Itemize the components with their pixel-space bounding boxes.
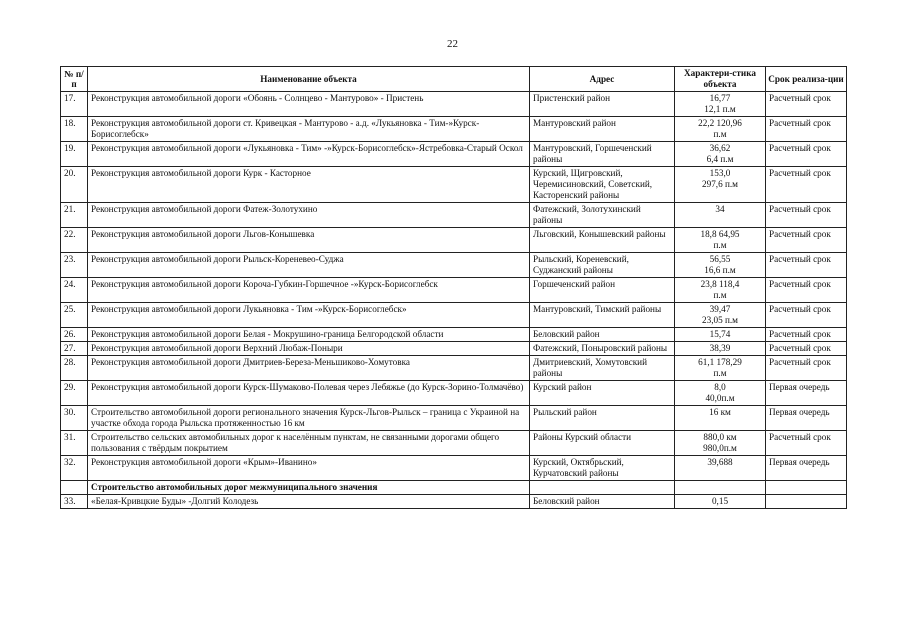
- row-num: 31.: [61, 431, 88, 456]
- row-num: 24.: [61, 278, 88, 303]
- header-name: Наименование объекта: [88, 67, 530, 92]
- row-name: Реконструкция автомобильной дороги Дмитриев-Береза-Меньшиково-Хомутовка: [88, 356, 530, 381]
- row-num: 21.: [61, 203, 88, 228]
- row-term: Первая очередь: [766, 456, 847, 481]
- row-characteristics: 15,74: [675, 328, 766, 342]
- table-row: [61, 167, 847, 203]
- row-num: 28.: [61, 356, 88, 381]
- row-characteristics: 18,8 64,95 п.м: [675, 228, 766, 253]
- row-term: Расчетный срок: [766, 356, 847, 381]
- table-row: [61, 228, 847, 253]
- section-num-cell: [61, 481, 88, 495]
- row-num: 17.: [61, 92, 88, 117]
- row-name: Реконструкция автомобильной дороги «Обоянь - Солнцево - Мантурово» - Пристень: [88, 92, 530, 117]
- row-address: Рыльский, Кореневский, Суджанский районы: [530, 253, 675, 278]
- row-characteristics: 36,62 6,4 п.м: [675, 142, 766, 167]
- row-num: 23.: [61, 253, 88, 278]
- row-characteristics: 34: [675, 203, 766, 228]
- row-term: [766, 495, 847, 509]
- row-term: Расчетный срок: [766, 92, 847, 117]
- row-name: Реконструкция автомобильной дороги Курк - Касторное: [88, 167, 530, 203]
- table-row: [61, 117, 847, 142]
- row-name: Реконструкция автомобильной дороги Белая - Мокрушино-граница Белгородской области: [88, 328, 530, 342]
- section-char-cell: [675, 481, 766, 495]
- row-address: Беловский район: [530, 328, 675, 342]
- row-term: Расчетный срок: [766, 167, 847, 203]
- row-term: Расчетный срок: [766, 431, 847, 456]
- row-num: 27.: [61, 342, 88, 356]
- row-num: 22.: [61, 228, 88, 253]
- row-term: Расчетный срок: [766, 203, 847, 228]
- table-header-row: [61, 67, 847, 92]
- section-term-cell: [766, 481, 847, 495]
- table-row: [61, 381, 847, 406]
- header-num: № п/п: [61, 67, 88, 92]
- row-num: 32.: [61, 456, 88, 481]
- row-address: Мантуровский, Тимский районы: [530, 303, 675, 328]
- table-body: [61, 92, 847, 481]
- section-address-cell: [530, 481, 675, 495]
- row-address: Курский район: [530, 381, 675, 406]
- row-name: Реконструкция автомобильной дороги «Крым»-Иванино»: [88, 456, 530, 481]
- row-term: Расчетный срок: [766, 142, 847, 167]
- row-address: Фатежский, Золотухинский районы: [530, 203, 675, 228]
- section-title: Строительство автомобильных дорог межмуниципального значения: [88, 481, 530, 495]
- row-characteristics: 56,55 16,6 п.м: [675, 253, 766, 278]
- row-name: Реконструкция автомобильной дороги Курск-Шумаково-Полевая через Лебяжье (до Курск-Зорино-Толмачёво): [88, 381, 530, 406]
- row-num: 33.: [61, 495, 88, 509]
- row-num: 30.: [61, 406, 88, 431]
- table-row: [61, 495, 847, 509]
- row-characteristics: 0,15: [675, 495, 766, 509]
- row-characteristics: 39,47 23,05 п.м: [675, 303, 766, 328]
- row-term: Первая очередь: [766, 381, 847, 406]
- table-row: [61, 356, 847, 381]
- row-name: «Белая-Кривцкие Буды» -Долгий Колодезь: [88, 495, 530, 509]
- table-row: [61, 431, 847, 456]
- table-row: [61, 253, 847, 278]
- table-row: [61, 203, 847, 228]
- row-address: Беловский район: [530, 495, 675, 509]
- row-name: Реконструкция автомобильной дороги Фатеж-Золотухино: [88, 203, 530, 228]
- row-term: Первая очередь: [766, 406, 847, 431]
- row-term: Расчетный срок: [766, 253, 847, 278]
- row-num: 25.: [61, 303, 88, 328]
- table-row: [61, 342, 847, 356]
- row-address: Фатежский, Поныровский районы: [530, 342, 675, 356]
- row-term: Расчетный срок: [766, 303, 847, 328]
- row-address: Льговский, Конышевский районы: [530, 228, 675, 253]
- row-characteristics: 38,39: [675, 342, 766, 356]
- row-address: Курский, Октябрьский, Курчатовский районы: [530, 456, 675, 481]
- row-characteristics: 22,2 120,96 п.м: [675, 117, 766, 142]
- row-address: Мантуровский, Горшеченский районы: [530, 142, 675, 167]
- table-row: [61, 92, 847, 117]
- row-address: Пристенский район: [530, 92, 675, 117]
- row-term: Расчетный срок: [766, 278, 847, 303]
- row-num: 18.: [61, 117, 88, 142]
- header-term: Срок реализа-ции: [766, 67, 847, 92]
- objects-table: [60, 66, 847, 509]
- header-characteristics: Характери-стика объекта: [675, 67, 766, 92]
- row-name: Реконструкция автомобильной дороги Рыльск-Кореневео-Суджа: [88, 253, 530, 278]
- row-name: Реконструкция автомобильной дороги Верхний Любаж-Поныри: [88, 342, 530, 356]
- row-characteristics: 880,0 км 980,0п.м: [675, 431, 766, 456]
- row-num: 29.: [61, 381, 88, 406]
- row-name: Строительство сельских автомобильных дорог к населённым пунктам, не связанными дорогами общего пользования с твёрдым покрытием: [88, 431, 530, 456]
- row-name: Строительство автомобильной дороги регионального значения Курск-Льгов-Рыльск – граница с Украиной на участке обхода города Рыльска протяженностью 16 км: [88, 406, 530, 431]
- row-name: Реконструкция автомобильной дороги Короча-Губкин-Горшечное -»Курск-Борисоглебск: [88, 278, 530, 303]
- table-row: [61, 456, 847, 481]
- section-row: [61, 481, 847, 495]
- row-characteristics: 153,0 297,6 п.м: [675, 167, 766, 203]
- table-row: [61, 328, 847, 342]
- row-characteristics: 16 км: [675, 406, 766, 431]
- row-address: Горшеченский район: [530, 278, 675, 303]
- row-num: 20.: [61, 167, 88, 203]
- header-address: Адрес: [530, 67, 675, 92]
- row-characteristics: 8,0 40,0п.м: [675, 381, 766, 406]
- row-num: 26.: [61, 328, 88, 342]
- row-num: 19.: [61, 142, 88, 167]
- row-address: Курский, Щигровский, Черемисиновский, Советский, Касторенский районы: [530, 167, 675, 203]
- table-row: [61, 406, 847, 431]
- row-term: Расчетный срок: [766, 342, 847, 356]
- row-term: Расчетный срок: [766, 228, 847, 253]
- page-number: 22: [447, 38, 458, 50]
- row-name: Реконструкция автомобильной дороги ст. Кривецкая - Мантурово - а.д. «Лукьяновка - Тим-»Курск-Борисоглебск»: [88, 117, 530, 142]
- row-name: Реконструкция автомобильной дороги «Лукьяновка - Тим» -»Курск-Борисоглебск»-Ястребовка-Старый Оскол: [88, 142, 530, 167]
- row-address: Рыльский район: [530, 406, 675, 431]
- row-characteristics: 39,688: [675, 456, 766, 481]
- row-address: Дмитриевский, Хомутовский районы: [530, 356, 675, 381]
- table-row: [61, 142, 847, 167]
- row-characteristics: 16,77 12,1 п.м: [675, 92, 766, 117]
- row-address: Мантуровский район: [530, 117, 675, 142]
- row-name: Реконструкция автомобильной дороги Лукьяновка - Тим -»Курск-Борисоглебск»: [88, 303, 530, 328]
- row-characteristics: 23,8 118,4 п.м: [675, 278, 766, 303]
- row-term: Расчетный срок: [766, 117, 847, 142]
- row-term: Расчетный срок: [766, 328, 847, 342]
- table-row: [61, 303, 847, 328]
- row-name: Реконструкция автомобильной дороги Льгов-Конышевка: [88, 228, 530, 253]
- row-characteristics: 61,1 178,29 п.м: [675, 356, 766, 381]
- table-body-after: [61, 495, 847, 509]
- row-address: Районы Курский области: [530, 431, 675, 456]
- table-row: [61, 278, 847, 303]
